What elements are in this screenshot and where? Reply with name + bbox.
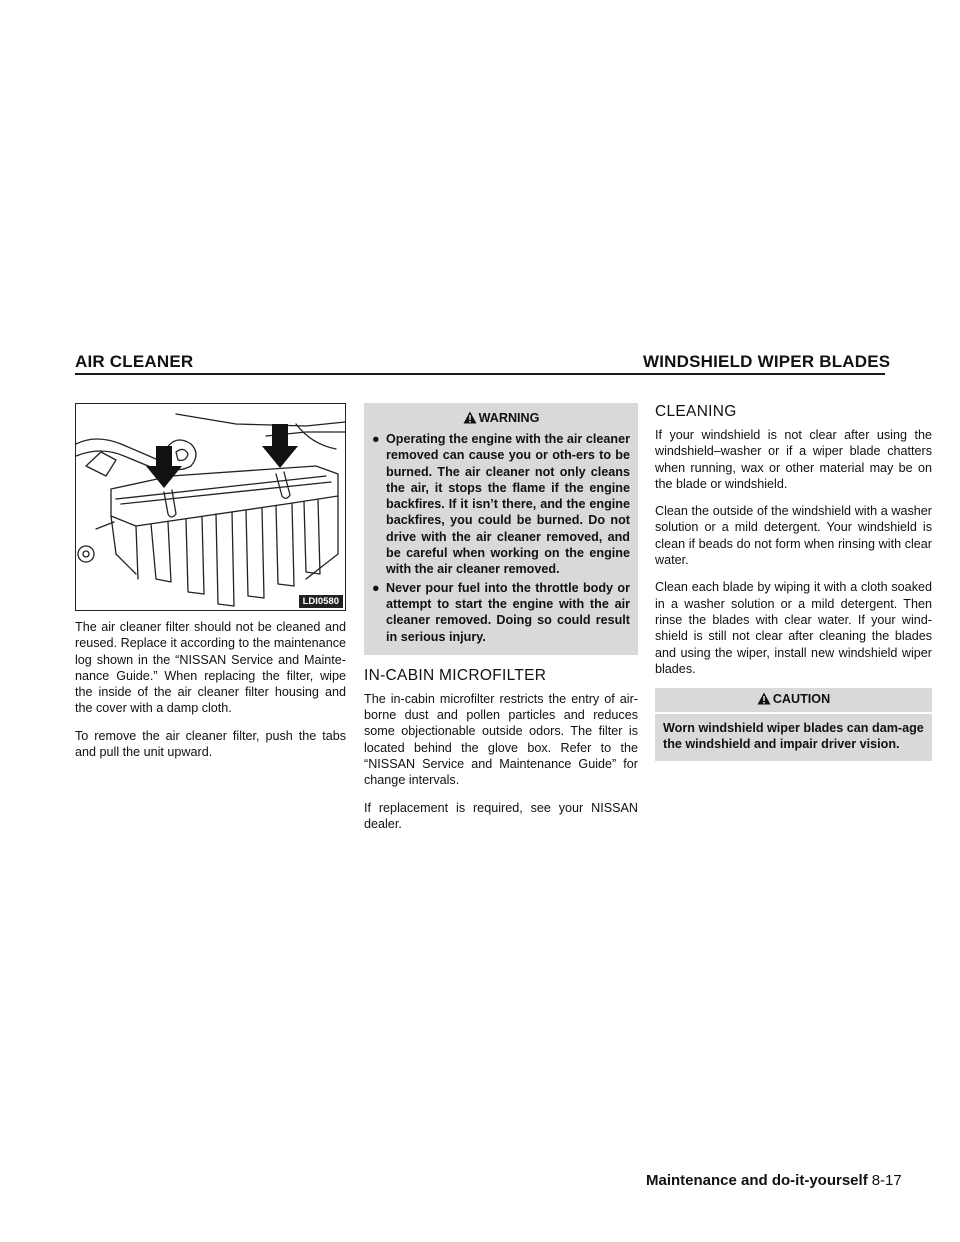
warning-item-text: Operating the engine with the air cleaner removed can cause you or oth-ers to be burned. The air cleaner not only cleans the air, it stops the flame if the engine backfires. If it isn’t there, and the engine backfires, you could be burned. Do not drive with the air cleaner removed, and be careful when working on the engine with the air cleaner removed.	[386, 432, 630, 577]
microfilter-paragraph-2: If replacement is required, see your NISSAN dealer.	[364, 800, 638, 831]
figure-code: LDI0580	[299, 595, 343, 608]
section-header-air-cleaner: AIR CLEANER	[75, 352, 194, 371]
warning-title: WARNING	[478, 411, 540, 425]
microfilter-paragraph-1: The in-cabin microfilter restricts the entry of air-borne dust and pollen particles and reduces some objectionable outside odors. The filter is located behind the glove box. Refer to the “NISSAN Service and Maintenance Guide” for change intervals.	[364, 691, 638, 788]
page-footer	[646, 1172, 902, 1189]
cleaning-paragraph-3: Clean each blade by wiping it with a cloth soaked in a washer solution or a mild detergent. Then rinse the blades with clear water. If your wind-shield is still not clear after cleaning the blades and using the wiper, install new windshield wiper blades.	[655, 580, 932, 676]
air-cleaner-paragraph-1: The air cleaner filter should not be cleaned and reused. Replace it according to the maintenance log shown in the “NISSAN Service and Mainte-nance Guide.” When replacing the filter, wipe the inside of the air cleaner filter housing and the cover with a damp cloth.	[75, 620, 346, 716]
warning-box	[364, 403, 638, 655]
section-header-wiper-blades: WINDSHIELD WIPER BLADES	[643, 352, 891, 371]
footer-page-number: 8-17	[871, 1172, 902, 1189]
warning-item	[372, 580, 630, 645]
air-cleaner-illustration	[75, 403, 346, 611]
bullet-icon: ●	[372, 432, 380, 446]
cleaning-heading: CLEANING	[655, 403, 737, 420]
cleaning-paragraph-2: Clean the outside of the windshield with a washer solution or a mild detergent. Your windshield is clean if beads do not form when rinsing with clear water.	[655, 504, 932, 568]
caution-text: Worn windshield wiper blades can dam-age the windshield and impair driver vision.	[655, 714, 932, 761]
column-cleaning	[655, 403, 932, 761]
warning-heading	[372, 409, 630, 429]
footer-chapter-title: Maintenance and do-it-yourself	[646, 1172, 868, 1189]
warning-item-text: Never pour fuel into the throttle body or attempt to start the engine with the air cleaner removed. Doing so could result in serious injury.	[386, 580, 630, 644]
warning-item	[372, 431, 630, 578]
air-cleaner-paragraph-2: To remove the air cleaner filter, push the tabs and pull the unit upward.	[75, 728, 346, 760]
warning-triangle-icon	[463, 411, 477, 429]
column-warning-microfilter	[364, 403, 638, 843]
air-cleaner-drawing	[76, 404, 345, 610]
cleaning-paragraph-1: If your windshield is not clear after using the windshield–washer or if a wiper blade chatters when running, wax or other material may be on the blade or windshield.	[655, 428, 932, 491]
column-air-cleaner	[75, 403, 346, 771]
caution-heading	[655, 688, 932, 712]
microfilter-heading: IN-CABIN MICROFILTER	[364, 666, 547, 684]
caution-triangle-icon	[757, 692, 771, 710]
caution-box	[655, 688, 932, 761]
header-rule	[75, 373, 885, 375]
bullet-icon: ●	[372, 580, 380, 595]
caution-title: CAUTION	[772, 692, 831, 707]
